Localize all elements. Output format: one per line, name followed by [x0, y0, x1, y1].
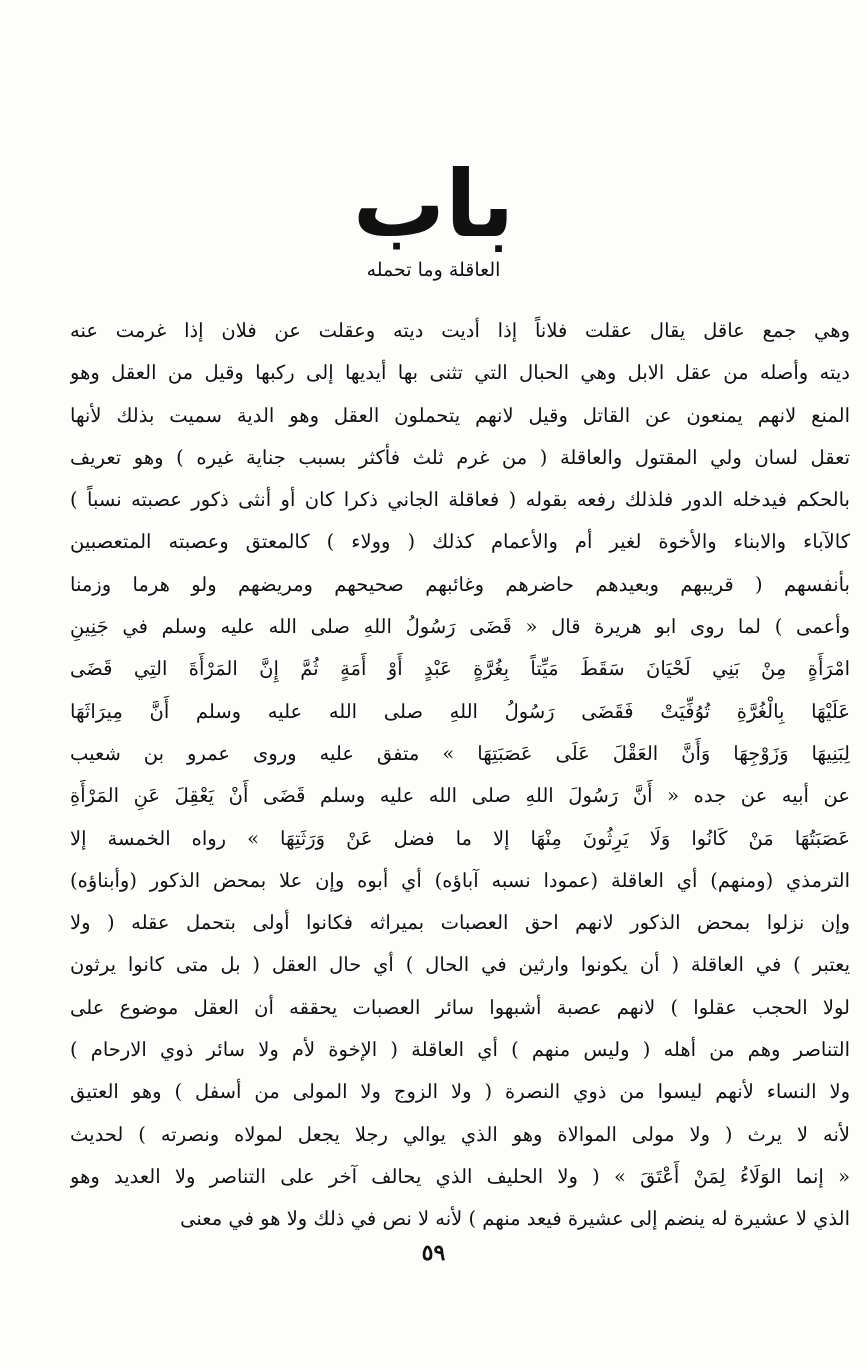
chapter-subtitle: العاقلة وما تحمله	[366, 259, 501, 281]
text-line: عَلَيْهَا بِالْغُرَّةِ تُوُفِّيَتْ فَقَضَى رَسُولُ اللهِ صلى الله عليه وسلم أَنَّ مِيرَاثَهَا	[70, 699, 850, 723]
text-line: المنع لانهم يمنعون عن القاتل وقيل لانهم يتحملون العقل وهو الدية سميت بذلك لأنها	[70, 403, 850, 427]
text-line: وهي جمع عاقل يقال عقلت فلاناً إذا أديت ديته وعقلت عن فلان إذا غرمت عنه	[70, 319, 850, 342]
text-line: يعتبر ) في العاقلة ( أن يكونوا وارثين في الحال ) أي حال العقل ( بل متى كانوا يرثون	[70, 953, 850, 977]
text-line: ولا النساء لأنهم ليسوا من ذوي النصرة ( ولا الزوج ولا المولى من أسفل ) وهو العتيق	[70, 1080, 850, 1104]
text-line: عن أبيه عن جده « أَنَّ رَسُولَ اللهِ صلى الله عليه وسلم قَضَى أَنْ يَعْقِلَ عَنِ المَرْأَةِ	[70, 784, 850, 808]
text-line: ديته وأصله من عقل الابل وهي الحبال التي تثنى بها أيديها إلى ركبها وقيل من العقل وهو	[70, 361, 850, 385]
body-text	[70, 310, 850, 1241]
text-line: كالآباء والابناء والأخوة لغير أم والأعمام كذلك ( وولاء ) كالمعتق وعصبته المتعصبين	[70, 530, 850, 554]
text-line: الذي لا عشيرة له ينضم إلى عشيرة فيعد منهم ) لأنه لا نص في ذلك ولا هو في معنى	[180, 1207, 850, 1231]
text-line: لِبَنِيهَا وَزَوْجِهَا وَأَنَّ العَقْلَ عَلَى عَصَبَتِهَا » متفق عليه وروى عمرو بن شعيب	[70, 741, 850, 765]
text-line: لأنه لا يرث ( ولا مولى الموالاة وهو الذي يوالي رجلا يجعل لمولاه ونصرته ) لحديث	[70, 1122, 850, 1146]
text-line: وأعمى ) لما روى ابو هريرة قال « قَضَى رَسُولُ اللهِ صلى الله عليه وسلم في جَنِينِ	[70, 615, 850, 639]
text-line: امْرَأَةٍ مِنْ بَنِي لَحْيَانَ سَقَطَ مَيِّتاً بِغُرَّةٍ عَبْدٍ أَوْ أَمَةٍ ثُمَّ إِنَّ المَرْأَةَ التِي قَضَى	[70, 657, 850, 681]
text-line: وإن نزلوا بمحض الذكور لانهم احق العصبات بميراثه فكانوا أولى بتحمل عقله ( ولا	[70, 911, 850, 935]
text-line: عَصَبَتُهَا مَنْ كَانُوا وَلَا يَرِثُونَ مِنْهَا إلا ما فضل عَنْ وَرَثَتِهَا » رواه الخمسة إلا	[70, 826, 850, 850]
text-line: التناصر وهم من أهله ( وليس منهم ) أي العاقلة ( الإخوة لأم ولا سائر ذوي الارحام )	[70, 1038, 850, 1062]
text-line: « إنما الوَلَاءُ لِمَنْ أَعْتَقَ » ( ولا الحليف الذي يحالف آخر على التناصر ولا العديد وهو	[70, 1164, 850, 1188]
chapter-title: باب	[352, 151, 515, 258]
text-line: بأنفسهم ( قريبهم وبعيدهم حاضرهم وغائبهم صحيحهم ومريضهم ولو هرما وزمنا	[70, 572, 850, 596]
text-line: تعقل لسان ولي المقتول والعاقلة ( من غرم ثلث فأكثر بسبب جناية غيره ) وهو تعريف	[70, 445, 850, 469]
text-line: الترمذي (ومنهم) أي العاقلة (عمودا نسبه آباؤه) أي أبوه وإن علا بمحض الذكور (وأبناؤه)	[70, 868, 850, 892]
page-number: ٥٩	[421, 1240, 446, 1266]
text-line: لولا الحجب عقلوا ) لانهم عصبة أشبهوا سائر العصبات يحققه أن العقل موضوع على	[70, 995, 850, 1019]
text-line: بالحكم فيدخله الدور فلذلك رفعه بقوله ( فعاقلة الجاني ذكرا كان أو أنثى ذكور عصبته نسباً )	[70, 488, 850, 512]
